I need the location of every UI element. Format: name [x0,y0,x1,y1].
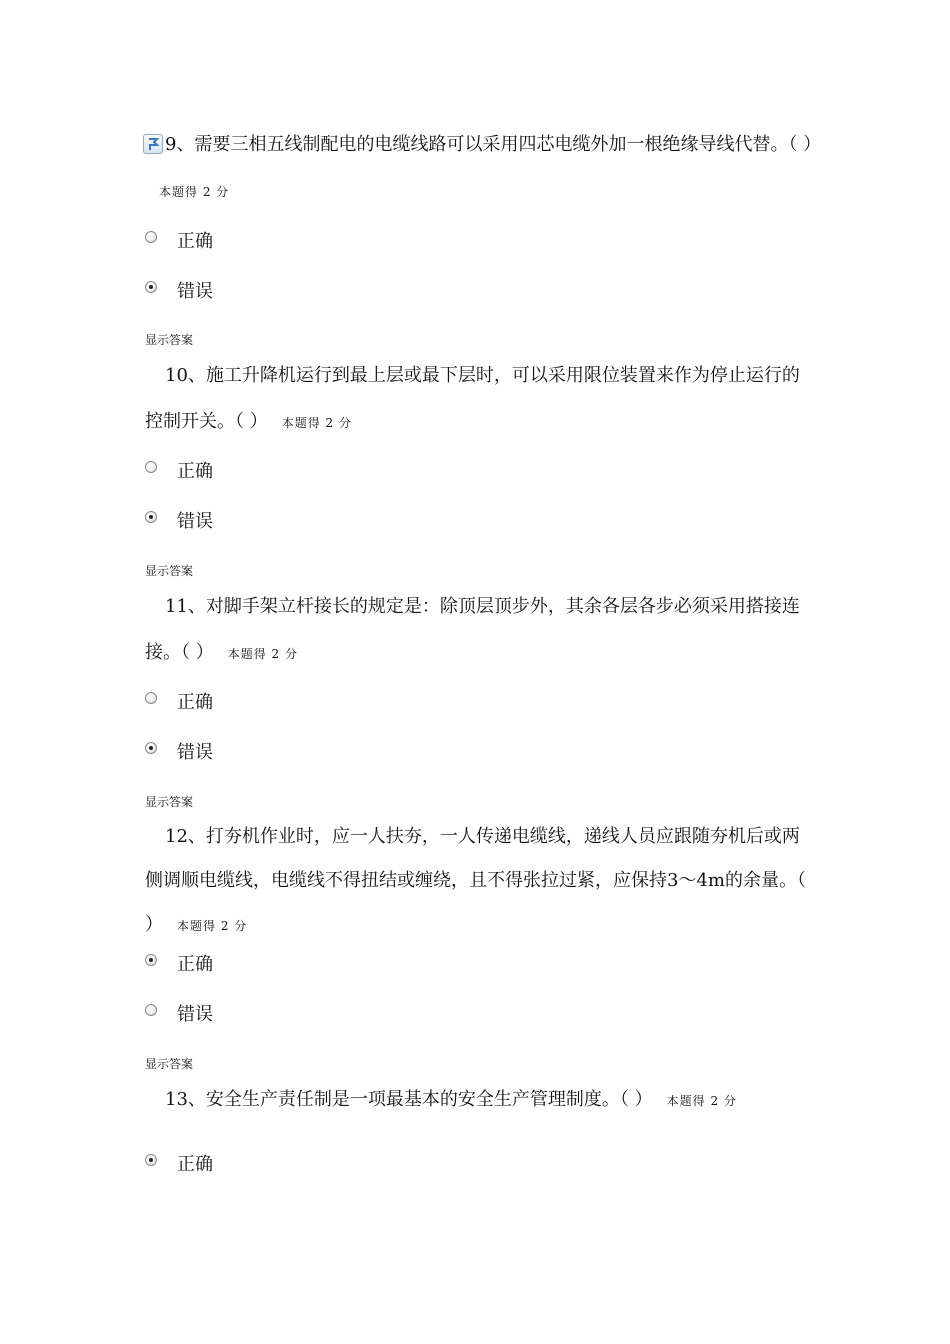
radio-button-checked[interactable] [145,281,157,293]
option-label: 错误 [177,511,213,532]
option-label: 错误 [177,1004,213,1025]
score-text: 本题得 2 分 [281,416,352,430]
option-label: 正确 [177,954,213,975]
show-answer-link[interactable]: 显示答案 [145,795,194,809]
question-text: 9、需要三相五线制配电的电缆线路可以采用四芯电缆外加一根绝缘导线代替。（ ） [165,134,822,155]
option-correct-q11[interactable] [145,689,213,713]
option-wrong-q10[interactable] [145,508,213,532]
question-text: 13、安全生产责任制是一项最基本的安全生产管理制度。（ ） [165,1089,653,1110]
radio-button-checked[interactable] [145,742,157,754]
radio-button[interactable] [145,461,157,473]
show-answer-link[interactable]: 显示答案 [145,1057,194,1071]
question-9 [145,122,822,215]
radio-button-checked[interactable] [145,954,157,966]
score-text: 本题得 2 分 [159,185,230,199]
option-label: 正确 [177,692,213,713]
option-label: 正确 [177,231,213,252]
option-correct-q13[interactable] [145,1151,213,1175]
radio-button[interactable] [145,1004,157,1016]
radio-button[interactable] [145,231,157,243]
option-correct-q9[interactable] [145,228,213,252]
option-wrong-q9[interactable] [145,278,213,302]
radio-button-checked[interactable] [145,1154,157,1166]
show-answer-link[interactable]: 显示答案 [145,333,194,347]
option-wrong-q12[interactable] [145,1001,213,1025]
radio-button-checked[interactable] [145,511,157,523]
option-label: 错误 [177,281,213,302]
option-label: 错误 [177,742,213,763]
radio-button[interactable] [145,692,157,704]
option-correct-q12[interactable] [145,951,213,975]
question-13 [145,1077,815,1124]
score-text: 本题得 2 分 [177,919,248,933]
question-text: 11、对脚手架立杆接长的规定是：除顶层顶步外，其余各层各步必须采用搭接连接。（ ） [145,596,800,663]
question-10 [145,353,815,446]
show-answer-link[interactable]: 显示答案 [145,564,194,578]
score-text: 本题得 2 分 [666,1094,737,1108]
option-wrong-q11[interactable] [145,739,213,763]
question-11 [145,584,815,677]
question-12 [145,815,815,948]
option-correct-q10[interactable] [145,458,213,482]
score-text: 本题得 2 分 [227,647,298,661]
question-text: 10、施工升降机运行到最上层或最下层时，可以采用限位装置来作为停止运行的控制开关。（ ） [145,365,800,432]
option-label: 正确 [177,1154,213,1175]
option-label: 正确 [177,461,213,482]
question-text: 12、打夯机作业时，应一人扶夯，一人传递电缆线，递线人员应跟随夯机后或两侧调顺电缆线，电缆线不得扭结或缠绕，且不得张拉过紧，应保持3～4m的余量。（ ） [145,826,806,935]
